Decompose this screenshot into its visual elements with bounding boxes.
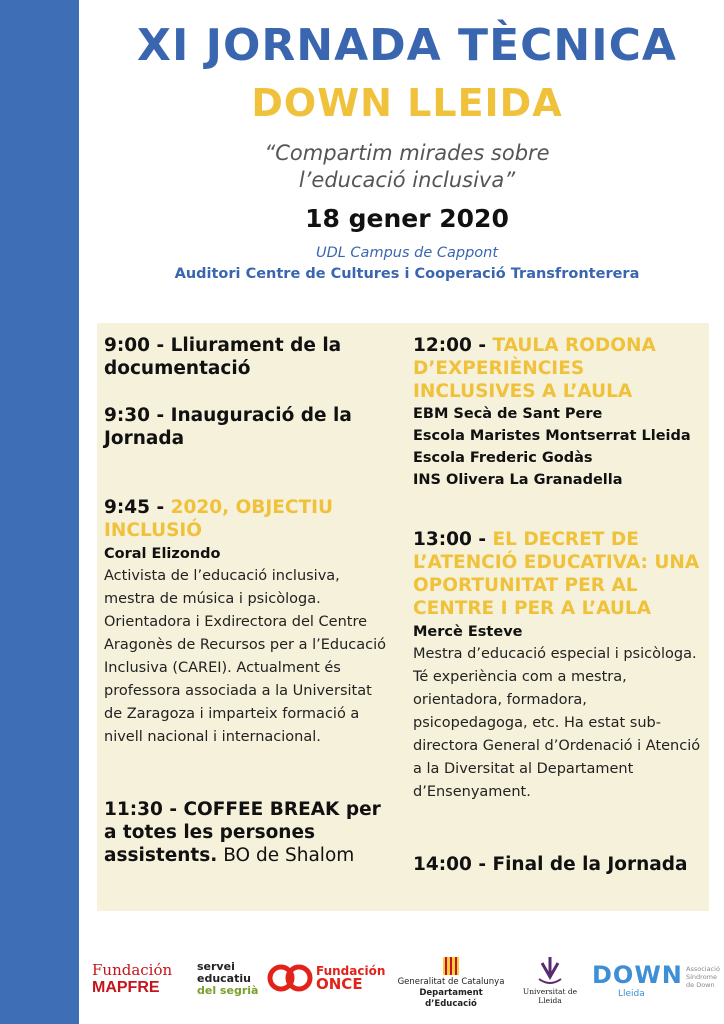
item-time: 11:30 -: [104, 799, 184, 820]
program-column-left: [104, 334, 394, 867]
program-item: [104, 334, 394, 404]
program-item-talk: [413, 528, 703, 853]
blue-sidebar: [0, 0, 79, 1024]
udl-emblem-icon: [535, 955, 565, 987]
quote-line-1: “Compartim mirades sobre: [264, 141, 550, 165]
item-time: 13:00 -: [413, 529, 493, 550]
event-subtitle-org: DOWN LLEIDA: [251, 81, 563, 125]
school-item: Escola Frederic Godàs: [413, 450, 593, 466]
venue-auditorium: Auditori Centre de Cultures i Cooperació Transfronterera: [174, 266, 640, 282]
sponsor-logos: Fundación MAPFRE servei educatiu del segrià Fundación ONCE Generalitat de Catalunya Departament d’Educació Universitat de Lleida DOWN Lleida Associació Síndrome de Down: [90, 955, 724, 1015]
speaker-bio: Mestra d’educació especial i psicòloga. Té experiència com a mestra, orientadora, formadora, psicopedagoga, etc. Ha estat sub-directora General d’Ordenació i Atenció a la Diversitat al Departament d’Ensenyament.: [413, 646, 701, 800]
item-time: 9:00 -: [104, 335, 171, 356]
program-item: [104, 798, 394, 867]
item-title: 2020, OBJECTIU INCLUSIÓ: [104, 497, 333, 541]
once-rings-icon: [266, 963, 314, 993]
servei-educatiu-segria-logo: servei educatiu del segrià: [197, 960, 259, 997]
item-extra: BO de Shalom: [217, 845, 355, 866]
event-quote: [90, 140, 724, 194]
speaker-name: Mercè Esteve: [413, 624, 523, 640]
universitat-lleida-logo: Universitat de Lleida: [510, 955, 590, 1005]
speaker-name: Coral Elizondo: [104, 546, 221, 562]
item-time: 9:45 -: [104, 497, 171, 518]
item-title: COFFEE BREAK per a totes les persones assistents.: [104, 799, 381, 866]
school-item: INS Olivera La Granadella: [413, 472, 623, 488]
speaker-bio: Activista de l’educació inclusiva, mestra de música i psicòloga. Orientadora i Exdirectora del Centre Aragonès de Recursos per a l’Educació Inclusiva (CAREI). Actualment és professora associada a la Universitat de Zaragoza i imparteix formació a nivell nacional i internacional.: [104, 568, 387, 745]
venue-campus: UDL Campus de Cappont: [315, 245, 499, 261]
program-item: [104, 404, 394, 496]
down-lleida-logo: DOWN Lleida Associació Síndrome de Down: [592, 961, 720, 999]
school-item: Escola Maristes Montserrat Lleida: [413, 428, 691, 444]
quote-line-2: l’educació inclusiva”: [298, 168, 516, 192]
fundacion-mapfre-logo: Fundación MAPFRE: [92, 961, 173, 996]
school-item: EBM Secà de Sant Pere: [413, 406, 603, 422]
program-item-roundtable: [413, 334, 703, 528]
item-time: 14:00 -: [413, 854, 493, 875]
event-title: XI JORNADA TÈCNICA: [137, 20, 677, 71]
program-item: [413, 853, 703, 876]
item-time: 9:30 -: [104, 405, 171, 426]
catalan-flag-icon: [443, 957, 459, 975]
item-title: Inauguració de la Jornada: [104, 405, 352, 449]
item-title: EL DECRET DE L’ATENCIÓ EDUCATIVA: UNA OPORTUNITAT PER AL CENTRE I PER A L’AULA: [413, 529, 700, 619]
item-time: 12:00 -: [413, 335, 493, 356]
event-date: 18 gener 2020: [305, 204, 509, 233]
program-item-talk: [104, 496, 394, 798]
generalitat-logo: Generalitat de Catalunya Departament d’Educació: [396, 957, 506, 1010]
item-title: TAULA RODONA D’EXPERIÈNCIES INCLUSIVES A L’AULA: [413, 335, 656, 402]
item-title: Lliurament de la documentació: [104, 335, 342, 379]
program-column-right: [413, 334, 703, 876]
item-title: Final de la Jornada: [492, 854, 688, 875]
